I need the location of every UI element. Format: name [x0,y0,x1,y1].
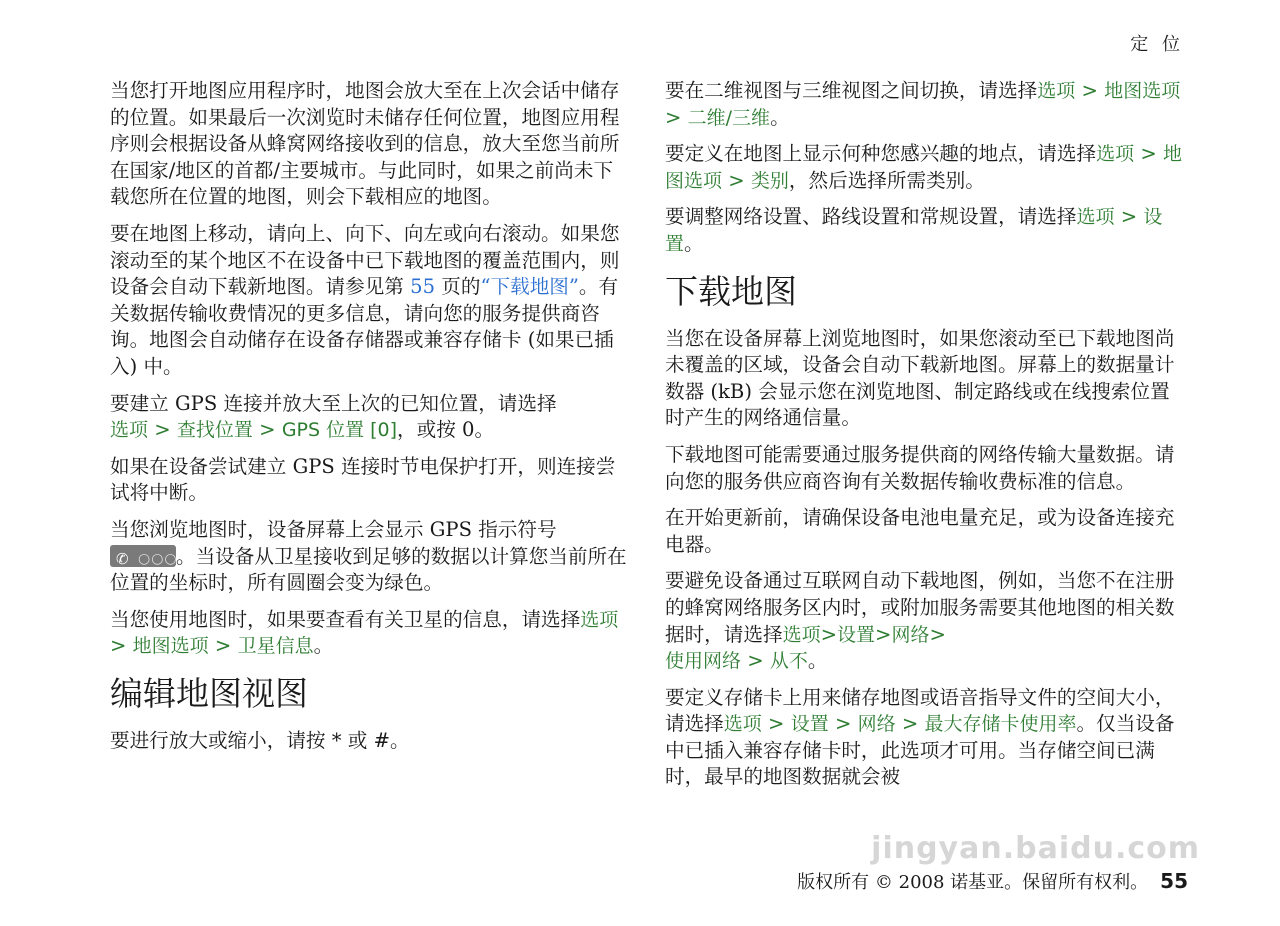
heading-edit-map-view: 编辑地图视图 [110,673,308,713]
page-footer [797,868,1188,894]
text: ，或按 0。 [397,418,495,442]
menu-map-options: 地图选项 [665,143,1182,192]
text: 。 [770,105,790,129]
paragraph: 在开始更新前，请确保设备电池电量充足，或为设备连接充电器。 [665,506,1175,556]
paragraph [665,685,1185,791]
menu-options: 选项 [1076,206,1115,229]
page-number: 55 [1160,869,1188,893]
paragraph [110,607,630,660]
text: 。 [313,634,334,658]
menu-use-network: 使用网络 [665,650,742,673]
menu-network: 网络 [857,713,896,736]
paragraph [110,391,630,444]
menu-options: 选项 [723,713,762,736]
menu-settings: 设置 [665,206,1163,255]
text: 页的 [435,275,481,299]
text: 。 [684,231,704,255]
text: ，然后选择所需类别。 [788,168,985,192]
text: 要定义在地图上显示何种您感兴趣的地点，请选择 [665,142,1097,166]
menu-options: 选项 [782,623,821,646]
paragraph: 当您打开地图应用程序时，地图会放大至在上次会话中储存的位置。如果最后一次浏览时未储存任何位置，地图应用程序则会根据设备从蜂窝网络接收到的信息，放大至您当前所在国家/地区的首都/主要城市。与此同时，如果之前尚未下载您所在位置的地图，则会下载相应的地图。 [110,79,620,209]
gps-indicator-icon [110,545,176,567]
text: 当您使用地图时，如果要查看有关卫星的信息，请选择 [110,607,581,631]
separator: > [768,712,785,736]
separator: > [747,649,764,673]
paragraph [110,517,630,597]
page-ref-link[interactable]: 55 [410,275,436,299]
menu-map-options: 地图选项 [1104,80,1181,102]
separator: > [929,622,946,646]
paragraph: 下载地图可能需要通过服务提供商的网络传输大量数据。请向您的服务供应商咨询有关数据传输收费标准的信息。 [665,442,1175,493]
separator: > [728,168,745,192]
separator: > [901,712,919,736]
separator: > [214,634,232,658]
satellite-icon: ✆ [116,549,129,568]
right-column [665,78,1185,801]
menu-find-location: 查找位置 [176,419,253,442]
text: 要调整网络设置、路线设置和常规设置，请选择 [665,205,1077,229]
paragraph [665,141,1185,194]
separator: > [834,712,852,736]
download-maps-link[interactable]: “下载地图” [480,275,579,299]
menu-settings: 设置 [790,713,829,736]
menu-options: 选项 [110,419,149,442]
paragraph: 当您在设备屏幕上浏览地图时，如果您滚动至已下载地图尚未覆盖的区域，设备会自动下载新地图。屏幕上的数据量计数器 (kB) 会显示您在浏览地图、制定路线或在线搜索位置时产生的网络通信量。 [665,326,1175,430]
separator: > [259,418,276,442]
heading-download-maps: 下载地图 [665,271,797,311]
menu-2d-3d: 二维/三维 [687,106,771,129]
menu-options: 选项 [1096,143,1135,166]
text: 要在地图上移动，请向上、向下、向左或向右滚动。如果您滚动至的某个地区不在设备中已下载地图的覆盖范围内，则设备会自动下载新地图。请参见第 [110,221,620,299]
paragraph: 要进行放大或缩小，请按 * 或 #。 [110,728,410,752]
separator: > [1120,205,1138,229]
text: 。仅当设备中已插入兼容存储卡时，此选项才可用。当存储空间已满时，最早的地图数据就会被 [665,712,1175,789]
separator: > [1081,79,1098,102]
paragraph [110,221,630,381]
menu-gps-position: GPS 位置 [0] [281,419,398,442]
section-header: 定 位 [1130,34,1184,55]
separator: > [110,634,127,658]
text: 要建立 GPS 连接并放大至上次的已知位置，请选择 [110,391,557,415]
paragraph [665,78,1185,131]
circles-icon: ○○○ [138,550,178,567]
separator: > [1140,142,1157,166]
copyright-text: 版权所有 © 2008 诺基亚。保留所有权利。 [797,872,1149,893]
text: 要定义存储卡上用来储存地图或语音指导文件的空间大小，请选择 [665,685,1175,736]
text: 。有关数据传输收费情况的更多信息，请向您的服务提供商咨询。地图会自动储存在设备存储器或兼容存储卡 (如果已插入) 中。 [110,275,619,378]
text: 。当设备从卫星接收到足够的数据以计算您当前所在位置的坐标时，所有圆圈会变为绿色。 [110,544,627,595]
menu-network: 网络 [891,623,930,646]
paragraph [665,204,1185,257]
separator: > [875,622,892,646]
separator: > [154,418,171,442]
menu-settings: 设置 [837,623,876,646]
menu-options: 选项 [1037,80,1076,102]
menu-satellite-info: 卫星信息 [237,635,314,658]
menu-never: 从不 [769,650,808,673]
paragraph: 如果在设备尝试建立 GPS 连接时节电保护打开，则连接尝试将中断。 [110,454,616,505]
text: 当您浏览地图时，设备屏幕上会显示 GPS 指示符号 [110,517,557,541]
paragraph [665,568,1185,674]
separator: > [665,105,682,129]
menu-options: 选项 [580,608,619,631]
menu-map-options: 地图选项 [132,635,209,658]
text: 要避免设备通过互联网自动下载地图，例如，当您不在注册的蜂窝网络服务区内时，或附加服务需要其他地图的相关数据时，请选择 [665,569,1175,646]
text: 要在二维视图与三维视图之间切换，请选择 [665,79,1038,102]
text: 。 [807,649,828,673]
left-column [110,78,630,764]
separator: > [820,622,837,646]
menu-categories: 类别 [750,169,789,192]
watermark: jingyan.baidu.com [871,831,1200,866]
menu-max-card-usage: 最大存储卡使用率 [924,713,1077,736]
